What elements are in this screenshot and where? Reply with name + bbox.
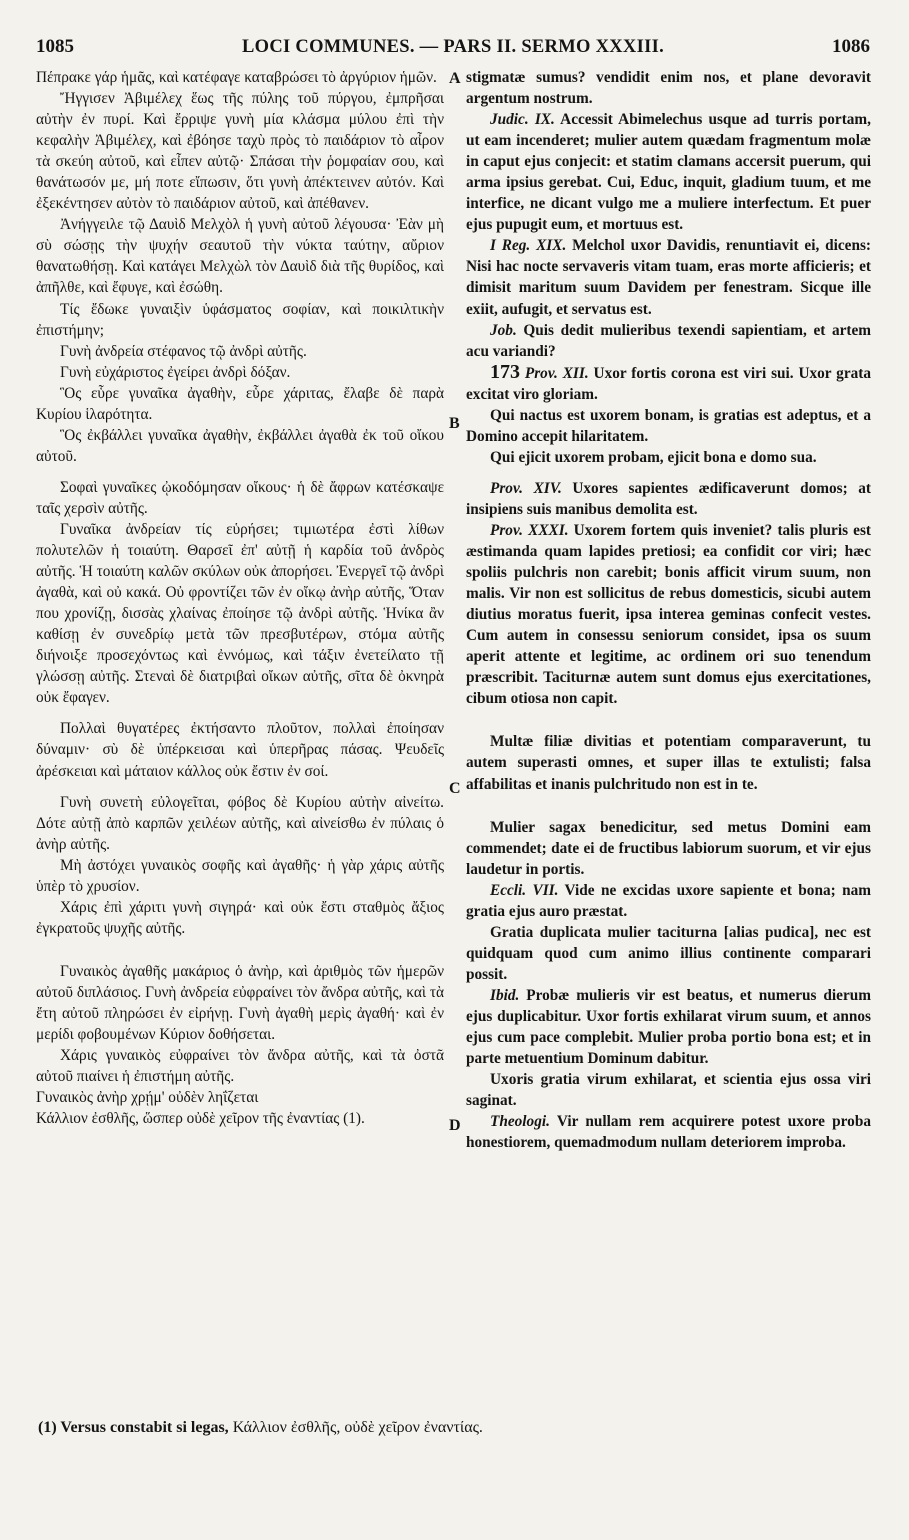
section-marker-b: B — [449, 415, 460, 432]
latin-text: Qui ejicit uxorem probam, ejicit bona e domo sua. — [490, 448, 817, 466]
latin-text: Qui nactus est uxorem bonam, is gratias est adeptus, et a Domino accepit hilaritatem. — [466, 406, 871, 445]
greek-paragraph: Γυνὴ εὐχάριστος ἐγείρει ἀνδρὶ δόξαν. — [60, 363, 291, 381]
latin-paragraph — [466, 731, 871, 794]
latin-paragraph — [466, 362, 871, 405]
scripture-reference: Ibid. — [490, 986, 520, 1004]
latin-text: Probæ mulieris vir est beatus, et numerus dierum ejus duplicabitur. Uxor fortis exhilarat virum suum, et annos ejus cum pace complebit. Mulier proba portio bona est; et in parte metuentium Dominum dabitur. — [466, 986, 871, 1068]
latin-paragraph — [466, 235, 871, 319]
latin-column — [466, 67, 871, 1153]
latin-text: Mulier sagax benedicitur, sed metus Domini eam commendet; date ei de fructibus labiorum suorum, et vir ejus laudetur in portis. — [466, 818, 871, 878]
latin-paragraph — [466, 985, 871, 1069]
latin-text: Uxoris gratia virum exhilarat, et scientia ejus ossa viri saginat. — [466, 1071, 871, 1110]
latin-text: Vir nullam rem acquirere potest uxore proba honestiorem, quemadmodum nullam deteriorem improba. — [466, 1113, 871, 1152]
right-page-number: 1086 — [832, 36, 870, 57]
latin-text: Uxores sapientes ædificaverunt domos; at insipiens suis manibus demolita est. — [466, 479, 871, 518]
latin-text: stigmatæ sumus? vendidit enim nos, et plane devoravit argentum nostrum. — [466, 69, 871, 108]
footnote-label: (1) Versus constabit si legas, — [38, 1419, 229, 1436]
section-marker-d: D — [449, 1117, 461, 1134]
latin-text: Uxorem fortem quis inveniet? talis pluris est æstimanda quam lapides pretiosi; ea confidit cor viri; hæc spoliis pulchris non carebit; bonis afficit virum suum, non malis. Vir non est sollicitus de rebus domesticis, sicubi autem diutius moratus fuerit, ipsa interea geminas confecit vestes. Cum autem in consessu seniorum considet, ipsa os suum aperit attente et legitime, ac ordinem ori suo tenendum præscribit. Taciturnæ autem sunt domus ejus exercitationes, cibum otiosa non capit. — [466, 521, 872, 708]
greek-verse-line: Κάλλιον ἐσθλῆς, ὥσπερ οὐδὲ χεῖρον τῆς ἐναντίας (1). — [36, 1110, 365, 1128]
column-number: 173 — [490, 360, 520, 383]
latin-paragraph — [466, 67, 871, 109]
greek-paragraph: Γυναῖκα ἀνδρείαν τίς εὑρήσει; τιμιωτέρα ἐστὶ λίθων πολυτελῶν ἡ τοιαύτη. Θαρσεῖ ἐπ' αὐτῇ ἡ καρδία τοῦ ἀνδρὸς αὐτῆς. Ἡ τοιαύτη καλῶν σκύλων οὐκ ἀπορήσει. Ἐνεργεῖ τῷ ἀνδρὶ ἀγαθὰ, καὶ οὐ κακά. Οὐ φροντίζει τῶν ἐν οἴκῳ ἀνὴρ αὐτῆς, Ὅταν που χρονίζῃ, δισσὰς χλαίνας ἐποίησε τῷ ἀνδρὶ αὐτῆς. Ἡνίκα ἂν καθίσῃ ἐν συνεδρίῳ μετὰ τῶν πρεσβυτέρων, στόμα αὐτῆς διήνοιξε προσεχόντως καὶ ἐννόμως, καὶ τάξιν ἐνετείλατο τῇ γλώσσῃ αὐτῆς. Στεναὶ δὲ διατριβαὶ οἴκων αὐτῆς, σῖτα δὲ ὀκνηρὰ οὐκ ἔφαγεν. — [36, 520, 444, 707]
greek-paragraph: Γυνὴ συνετὴ εὐλογεῖται, φόβος δὲ Κυρίου αὐτὴν αἰνείτω. Δότε αὐτῇ ἀπὸ καρπῶν χειλέων αὐτῆς, καὶ αἰνείσθω ἐν πύλαις ὁ ἀνὴρ αὐτῆς. — [36, 793, 444, 853]
scripture-reference: Prov. XIV. — [490, 479, 562, 497]
greek-column — [36, 67, 444, 1129]
latin-paragraph — [466, 1111, 871, 1153]
latin-text: Uxor fortis corona est viri sui. Uxor grata excitat viro gloriam. — [466, 364, 872, 403]
greek-paragraph: Χάρις γυναικὸς εὐφραίνει τὸν ἄνδρα αὐτῆς, καὶ τὰ ὀστᾶ αὐτοῦ πιαίνει ἡ ἐπιστήμη αὐτῆς. — [36, 1047, 444, 1086]
greek-paragraph: Ἀνήγγειλε τῷ Δαυὶδ Μελχὸλ ἡ γυνὴ αὐτοῦ λέγουσα· Ἐὰν μὴ σὺ σώσῃς τὴν ψυχήν σεαυτοῦ τὴν νύκτα ταύτην, αὔριον θανατωθήσῃ. Καὶ κατάγει Μελχὼλ τὸν Δαυὶδ διὰ τῆς θυρίδος, καὶ ἀπῆλθε, καὶ ἔφυγε, καὶ ἐσώθη. — [36, 216, 444, 297]
latin-paragraph — [466, 320, 871, 362]
latin-paragraph — [466, 817, 871, 880]
latin-paragraph — [466, 922, 871, 985]
scripture-reference: Judic. IX. — [490, 111, 555, 129]
greek-paragraph: Χάρις ἐπὶ χάριτι γυνὴ σιγηρά· καὶ οὐκ ἔστι σταθμὸς ἄξιος ἐγκρατοῦς ψυχῆς αὐτῆς. — [36, 898, 444, 937]
scripture-reference: Job. — [490, 321, 517, 339]
latin-text: Multæ filiæ divitias et potentiam comparaverunt, tu autem superasti omnes, et super illas te extulisti; falsa affabilitas et inanis pulchritudo non est in te. — [466, 733, 871, 793]
greek-paragraph: Ὃς ἐκβάλλει γυναῖκα ἀγαθὴν, ἐκβάλλει ἀγαθὰ ἐκ τοῦ οἴκου αὐτοῦ. — [36, 426, 444, 465]
latin-paragraph — [466, 109, 871, 235]
footnote — [38, 1418, 598, 1438]
greek-paragraph: Γυναικὸς ἀγαθῆς μακάριος ὁ ἀνὴρ, καὶ ἀριθμὸς τῶν ἡμερῶν αὐτοῦ διπλάσιος. Γυνὴ ἀνδρεία εὐφραίνει τὸν ἄνδρα αὐτῆς, καὶ τὰ ἔτη αὐτοῦ πληρώσει ἐν εἰρήνῃ. Γυνὴ ἀγαθὴ μερὶς ἀγαθή· καὶ ἐν μερίδι φοβουμένων Κύριον δοθήσεται. — [36, 962, 444, 1044]
greek-paragraph: Ἤγγισεν Ἀβιμέλεχ ἕως τῆς πύλης τοῦ πύργου, ἐμπρῆσαι αὐτὴν ἐν πυρί. Καὶ ἔρριψε γυνὴ μία κλάσμα μύλου ἐπὶ τὴν κεφαλὴν Ἀβιμέλεχ, καὶ ἐβόησε ταχὺ πρὸς τὸ παιδάριον τὸ αἶρον τὰ σκεύη αὐτοῦ, καὶ εἶπεν αὐτῷ· Σπάσαι τὴν ῥομφαίαν σου, καὶ θανάτωσόν με, μή ποτε εἴπωσιν, ὅτι γυνὴ ἀπέκτεινεν αὐτόν. Καὶ ἐξεκέντησεν αὐτὸν τὸ παιδάριον αὐτοῦ, καὶ ἀπέθανεν. — [36, 90, 444, 213]
greek-paragraph: Γυνὴ ἀνδρεία στέφανος τῷ ἀνδρὶ αὐτῆς. — [60, 342, 307, 360]
latin-paragraph — [466, 405, 871, 447]
greek-paragraph: Σοφαὶ γυναῖκες ᾠκοδόμησαν οἴκους· ἡ δὲ ἄφρων κατέσκαψε ταῖς χερσὶν αὐτῆς. — [36, 478, 444, 517]
latin-text: Vide ne excidas uxore sapiente et bona; nam gratia ejus auro præstat. — [466, 881, 871, 920]
footnote-greek: Κάλλιον ἐσθλῆς, οὐδὲ χεῖρον ἐναντίας. — [232, 1419, 483, 1436]
scripture-reference: Prov. XII. — [524, 364, 589, 382]
scripture-reference: I Reg. XIX. — [490, 237, 567, 255]
greek-paragraph: Μὴ ἀστόχει γυναικὸς σοφῆς καὶ ἀγαθῆς· ἡ γὰρ χάρις αὐτῆς ὑπὲρ τὸ χρυσίον. — [36, 856, 444, 895]
left-page-number: 1085 — [36, 36, 74, 57]
latin-text: Accessit Abimelechus usque ad turris portam, ut eam incenderet; mulier autem quædam fragmentum molæ in caput ejus conjecit: et statim clamans accersit puerum, qui arma ipsius gerebat. Cui, Educ, inquit, gladium tuum, et me interfice, ne dicant vulgo me a muliere interfectum. Et puer ejus pupugit eum, et mortuus est. — [466, 111, 871, 234]
latin-paragraph — [466, 880, 871, 922]
scripture-reference: Eccli. VII. — [490, 881, 559, 899]
latin-paragraph — [466, 478, 871, 520]
greek-paragraph: Τίς ἔδωκε γυναιξὶν ὑφάσματος σοφίαν, καὶ ποικιλτικὴν ἐπιστήμην; — [36, 300, 444, 339]
latin-text: Quis dedit mulieribus texendi sapientiam, et artem acu variandi? — [466, 321, 872, 360]
scripture-reference: Theologi. — [490, 1113, 550, 1131]
latin-paragraph — [466, 520, 871, 709]
scripture-reference: Prov. XXXI. — [490, 521, 569, 539]
greek-verse-line: Γυναικὸς ἀνὴρ χρῄμ' οὐδὲν ληΐζεται — [36, 1089, 259, 1107]
greek-paragraph: Ὃς εὗρε γυναῖκα ἀγαθὴν, εὗρε χάριτας, ἔλαβε δὲ παρὰ Κυρίου ἱλαρότητα. — [36, 384, 444, 423]
latin-paragraph — [466, 1069, 871, 1111]
latin-paragraph — [466, 447, 871, 468]
latin-text: Melchol uxor Davidis, renuntiavit ei, dicens: Nisi hac nocte servaveris vitam tuam, eras morte afficieris; et dimisit maritum suum Davidem per fenestram. Sicque ille exiit, aufugit, et servatus est. — [466, 237, 871, 318]
greek-paragraph: Πέπρακε γάρ ἡμᾶς, καὶ κατέφαγε καταβρώσει τὸ ἀργύριον ἡμῶν. — [36, 69, 437, 86]
page-header — [36, 36, 870, 60]
running-title: LOCI COMMUNES. — PARS II. SERMO XXXIII. — [242, 37, 664, 57]
section-marker-a: A — [449, 70, 461, 87]
greek-paragraph: Πολλαὶ θυγατέρες ἐκτήσαντο πλοῦτον, πολλαὶ ἐποίησαν δύναμιν· σὺ δὲ ὑπέρκεισαι καὶ ὑπερῆρας πάσας. Ψευδεῖς ἀρέσκειαι καὶ μάταιον κάλλος οὐκ ἔστιν ἐν σοί. — [36, 720, 444, 780]
latin-text: Gratia duplicata mulier taciturna [alias pudica], nec est quidquam quod cum animo illius continente comparari possit. — [466, 923, 871, 983]
section-marker-c: C — [449, 780, 461, 797]
